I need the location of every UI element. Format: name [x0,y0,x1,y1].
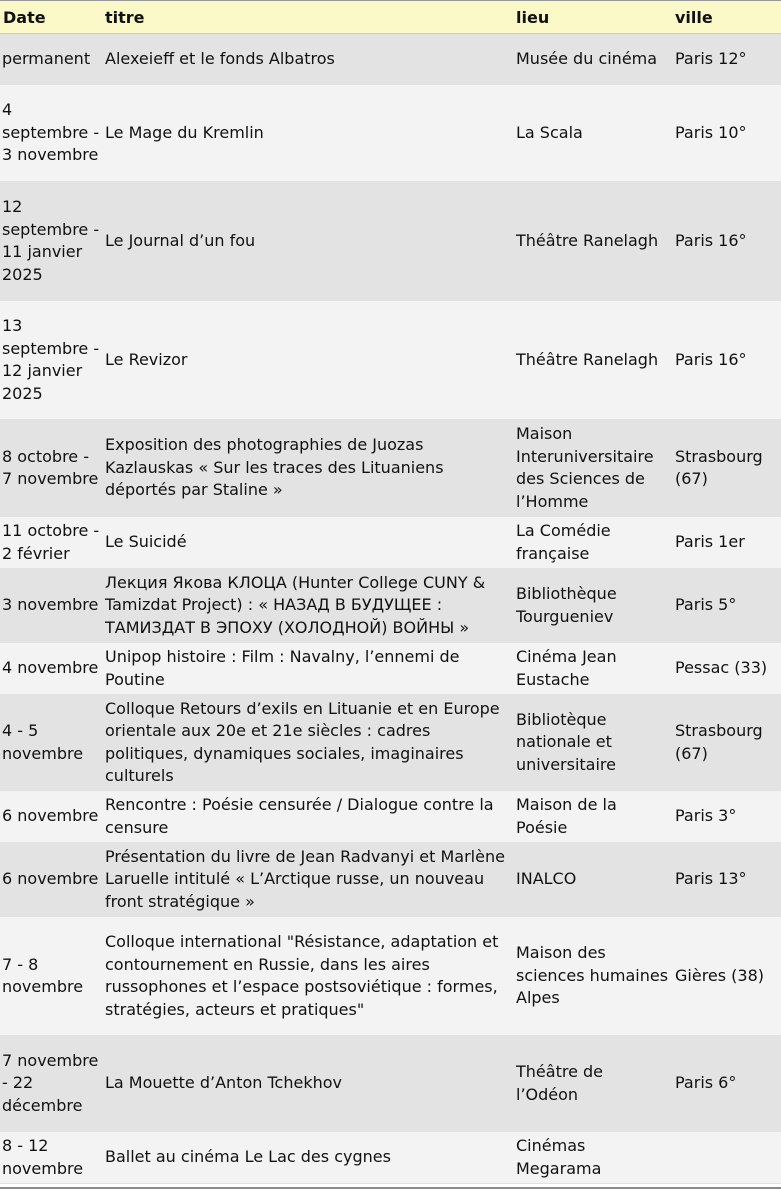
table-row[interactable] [0,301,781,420]
ville-cell: Paris 3° [672,791,778,843]
lieu-cell: INALCO [513,843,672,917]
lieu-cell: Théâtre Ranelagh [513,301,672,420]
header-ville[interactable]: ville [672,1,778,34]
titre-cell: Ballet au cinéma Le Lac des cygnes [102,1132,513,1184]
lieu-cell: Cinéma Jean Eustache [513,643,672,695]
titre-cell: Colloque Retours d’exils en Lituanie et en Europe orientale aux 20e et 21e siècles : cadres politiques, dynamiques sociales, imaginaires culturels [102,695,513,791]
titre-cell: Colloque international "Résistance, adaptation et contournement en Russie, dans les aires russophones et l’espace postsoviétique : formes, stratégies, acteurs et pratiques" [102,917,513,1036]
table-row[interactable] [0,695,781,791]
date-cell: 13 septembre - 12 janvier 2025 [0,301,102,420]
date-cell: 4 septembre - 3 novembre [0,85,102,182]
date-cell: 3 novembre [0,569,102,643]
date-cell: 11 octobre - 2 février [0,517,102,569]
ville-cell: Paris 16° [672,301,778,420]
ville-cell: Paris 12° [672,34,778,85]
table-row[interactable] [0,85,781,182]
table-row[interactable] [0,843,781,917]
titre-cell: Лекция Якова КЛОЦА (Hunter College CUNY & Tamizdat Project) : « НАЗАД В БУДУЩЕЕ : ТАМИЗДАТ В ЭПОХУ (ХОЛОДНОЙ) ВОЙНЫ » [102,569,513,643]
lieu-cell: Maison des sciences humaines Alpes [513,917,672,1036]
titre-cell: La Mouette d’Anton Tchekhov [102,1036,513,1132]
date-cell: 6 novembre [0,791,102,843]
lieu-cell: Théâtre Ranelagh [513,182,672,301]
lieu-cell: Bibliothèque Tourgueniev [513,569,672,643]
date-cell: 7 - 8 novembre [0,917,102,1036]
lieu-cell: Bibliotèque nationale et universitaire [513,695,672,791]
lieu-cell: La Scala [513,85,672,182]
titre-cell: Le Journal d’un fou [102,182,513,301]
ville-cell: Strasbourg (67) [672,695,778,791]
titre-cell: Unipop histoire : Film : Navalny, l’ennemi de Poutine [102,643,513,695]
date-cell: 6 novembre [0,843,102,917]
titre-cell: Présentation du livre de Jean Radvanyi et Marlène Laruelle intitulé « L’Arctique russe, un nouveau front stratégique » [102,843,513,917]
ville-cell: Paris 13° [672,843,778,917]
table-row[interactable] [0,643,781,695]
table-header [0,1,781,34]
date-cell: 8 octobre - 7 novembre [0,420,102,517]
table-row[interactable] [0,182,781,301]
titre-cell: Le Suicidé [102,517,513,569]
ville-cell: Gières (38) [672,917,778,1036]
table-row[interactable] [0,791,781,843]
lieu-cell: Théâtre de l’Odéon [513,1036,672,1132]
lieu-cell: Musée du cinéma [513,34,672,85]
titre-cell: Rencontre : Poésie censurée / Dialogue contre la censure [102,791,513,843]
titre-cell: Exposition des photographies de Juozas Kazlauskas « Sur les traces des Lituaniens déportés par Staline » [102,420,513,517]
date-cell: 4 - 5 novembre [0,695,102,791]
table-row[interactable] [0,569,781,643]
lieu-cell: Maison Interuniversitaire des Sciences de l’Homme [513,420,672,517]
titre-cell: Le Mage du Kremlin [102,85,513,182]
table-row[interactable] [0,34,781,85]
table-body [0,34,781,1184]
table-row[interactable] [0,517,781,569]
header-row [0,1,781,34]
titre-cell: Alexeieff et le fonds Albatros [102,34,513,85]
date-cell: 12 septembre - 11 janvier 2025 [0,182,102,301]
table-row[interactable] [0,917,781,1036]
ville-cell: Paris 6° [672,1036,778,1132]
ville-cell: Pessac (33) [672,643,778,695]
date-cell: 7 novembre - 22 décembre [0,1036,102,1132]
ville-cell [672,1132,778,1184]
date-cell: 4 novembre [0,643,102,695]
ville-cell: Paris 10° [672,85,778,182]
ville-cell: Paris 16° [672,182,778,301]
table-row[interactable] [0,420,781,517]
lieu-cell: Cinémas Megarama [513,1132,672,1184]
table-row[interactable] [0,1132,781,1184]
ville-cell: Paris 5° [672,569,778,643]
table-row[interactable] [0,1036,781,1132]
date-cell: permanent [0,34,102,85]
header-date[interactable]: Date [0,1,102,34]
header-titre[interactable]: titre [102,1,513,34]
header-lieu[interactable]: lieu [513,1,672,34]
lieu-cell: Maison de la Poésie [513,791,672,843]
ville-cell: Paris 1er [672,517,778,569]
titre-cell: Le Revizor [102,301,513,420]
table-bottom-border [0,1187,781,1189]
ville-cell: Strasbourg (67) [672,420,778,517]
lieu-cell: La Comédie française [513,517,672,569]
date-cell: 8 - 12 novembre [0,1132,102,1184]
